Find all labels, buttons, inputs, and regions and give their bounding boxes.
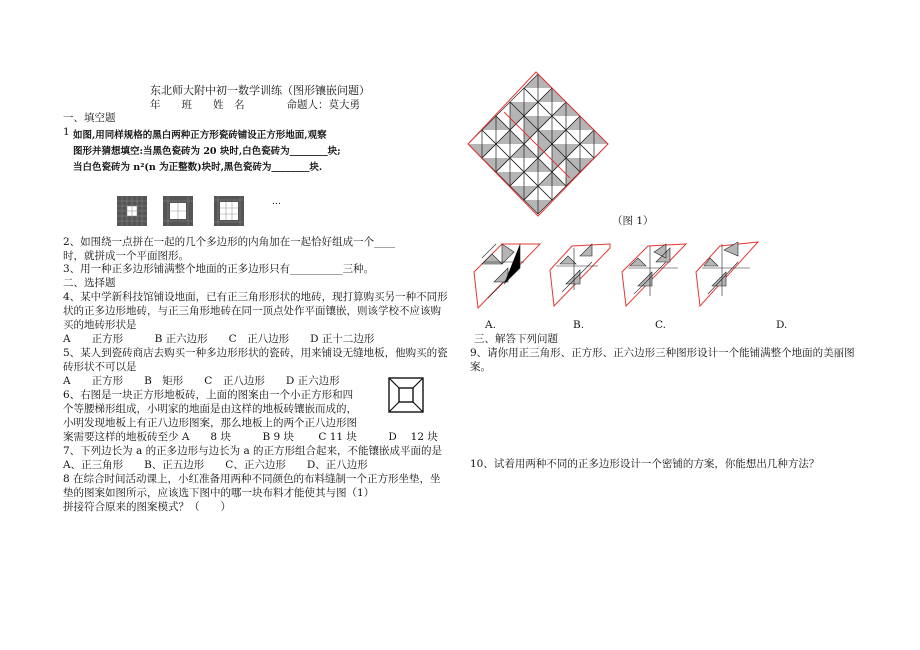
page-title: 东北师大附中初一数学训练（图形镶嵌问题） <box>150 84 370 97</box>
figure-1-caption: （图 1） <box>612 215 654 227</box>
question-1-number: 1 <box>63 126 70 138</box>
question-7-options: A、正三角形 B、正五边形 C、正六边形 D、正八边形 <box>63 459 368 471</box>
tile-pattern-1 <box>117 196 147 226</box>
section-choice-heading: 二、选择题 <box>63 277 116 289</box>
question-3: 3、用一种正多边形铺满整个地面的正多边形只有__________三种。 <box>63 263 375 275</box>
question-7-line-1: 7、下列边长为 a 的正多边形与边长为 a 的正方形组合起来，不能镶嵌成平面的是 <box>63 445 443 457</box>
question-9-line-2: 案。 <box>470 361 491 373</box>
question-6-line-3: 小明发现地板上有正八边形图案，那么地板上的两个正八边形图 <box>63 417 357 429</box>
section-fill-blank-heading: 一、填空题 <box>63 112 116 124</box>
fabric-choice-b <box>550 244 610 306</box>
figure-1-cushion-pattern <box>474 70 614 220</box>
question-1-line-1: 如图,用同样规格的黑白两种正方形瓷砖铺设正方形地面,观察 <box>73 130 327 141</box>
section-solve-heading: 三、解答下列问题 <box>474 333 558 345</box>
tile-pattern-figures <box>117 196 277 228</box>
question-4-line-1: 4、某中学新科技馆铺设地面，已有正三角形形状的地砖，现打算购买另一种不同形 <box>63 291 448 303</box>
question-5-line-2: 砖形状不可以是 <box>63 361 137 373</box>
question-5-line-1: 5、某人到瓷砖商店去购买一种多边形形状的瓷砖，用来铺设无缝地板，他购买的瓷 <box>63 347 448 359</box>
tile-pattern-2 <box>163 196 193 226</box>
question-1-line-2: 图形并猜想填空:当黑色瓷砖为 20 块时,白色瓷砖为________块; <box>73 146 341 157</box>
fabric-choice-c <box>622 244 686 306</box>
question-5-options: A 正方形 B 矩形 C 正八边形 D 正六边形 <box>63 375 340 387</box>
question-9-line-1: 9、请你用正三角形、正方形、正六边形三种图形设计一个能铺满整个地面的美丽图 <box>470 347 855 359</box>
question-4-line-3: 买的地砖形状是 <box>63 319 137 331</box>
student-info-line: 年 班 姓 名 命题人：莫大勇 <box>150 99 360 111</box>
fabric-choice-d <box>696 242 758 306</box>
choice-label-d: D. <box>776 319 788 331</box>
choice-label-b: B. <box>573 319 585 331</box>
tile-pattern-3 <box>214 196 244 226</box>
floor-tile-figure <box>388 377 424 413</box>
question-6-line-4: 案需要这样的地板砖至少 A 8 块 B 9 块 C 11 块 D 12 块 <box>63 431 438 443</box>
fabric-choice-figures <box>474 240 760 312</box>
question-8-line-3: 拼接符合原来的图案模式？（ ） <box>63 501 231 513</box>
question-6-line-1: 6、右图是一块正方形地板砖，上面的图案由一个小正方形和四 <box>63 389 354 401</box>
fabric-choice-a <box>474 244 540 308</box>
question-2-line-1: 2、如围绕一点拼在一起的几个多边形的内角加在一起恰好组成一个____ <box>63 236 396 248</box>
question-10: 10、试着用两种不同的正多边形设计一个密铺的方案，你能想出几种方法？ <box>470 458 820 470</box>
choice-label-c: C. <box>655 319 666 331</box>
question-2-line-2: 时，就拼成一个平面图形。 <box>63 250 189 262</box>
choice-label-a: A. <box>485 319 496 331</box>
question-8-line-2: 垫的图案如图所示，应该选下图中的哪一块布料才能使其与图（1） <box>63 487 375 499</box>
question-8-line-1: 8 在综合时间活动课上，小红准备用两种不同颜色的布料缝制一个正方形坐垫，坐 <box>63 473 441 485</box>
ellipsis-mark: … <box>272 197 281 207</box>
question-4-options: A 正方形 B 正六边形 C 正八边形 D 正十二边形 <box>63 333 375 345</box>
question-6-line-2: 个等腰梯形组成，小明家的地面是由这样的地板砖镶嵌而成的， <box>63 403 357 415</box>
question-4-line-2: 状的正多边形地砖，与正三角形地砖在同一顶点处作平面镶嵌，则该学校不应该购 <box>63 305 441 317</box>
question-1-line-3: 当白色瓷砖为 n²(n 为正整数)块时,黑色瓷砖为________块. <box>73 162 323 173</box>
